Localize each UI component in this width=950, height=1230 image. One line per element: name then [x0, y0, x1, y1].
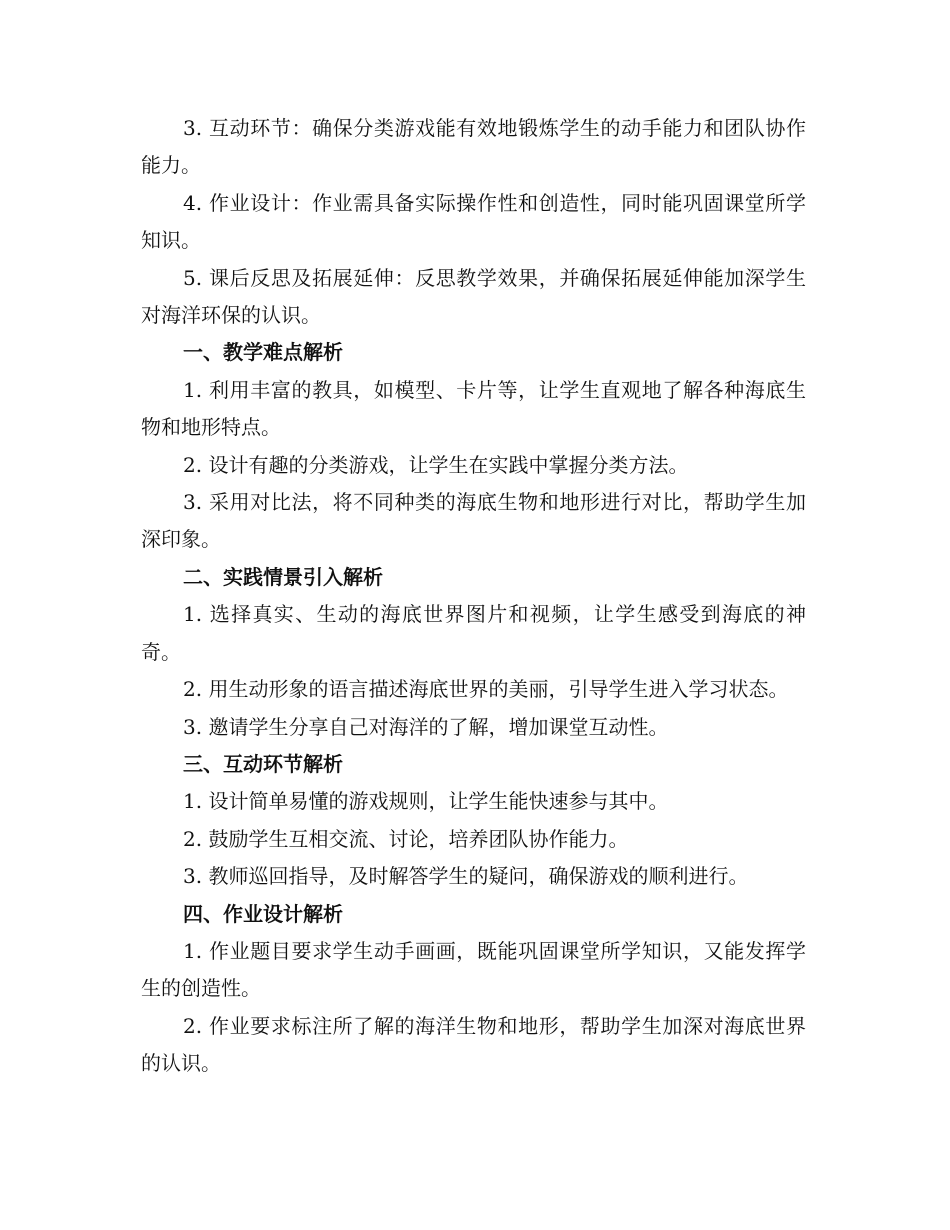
list-item: 1. 选择真实、生动的海底世界图片和视频，让学生感受到海底的神奇。: [141, 602, 806, 664]
list-item: 1. 作业题目要求学生动手画画，既能巩固课堂所学知识，又能发挥学生的创造性。: [141, 938, 806, 1001]
section-heading-interaction: 三、互动环节解析: [183, 751, 343, 776]
list-item: 3. 教师巡回指导，及时解答学生的疑问，确保游戏的顺利进行。: [183, 864, 749, 889]
list-item: 2. 鼓励学生互相交流、讨论，培养团队协作能力。: [183, 826, 629, 851]
intro-item-3: 3. 互动环节：确保分类游戏能有效地锻炼学生的动手能力和团队协作能力。: [141, 116, 806, 178]
list-item: 3. 邀请学生分享自己对海洋的了解，增加课堂互动性。: [183, 714, 669, 739]
list-item: 1. 设计简单易懂的游戏规则，让学生能快速参与其中。: [183, 789, 669, 814]
section-heading-teaching-difficulties: 一、教学难点解析: [183, 340, 343, 365]
list-item: 2. 设计有趣的分类游戏，让学生在实践中掌握分类方法。: [183, 452, 689, 477]
intro-item-4: 4. 作业设计：作业需具备实际操作性和创造性，同时能巩固课堂所学知识。: [141, 190, 806, 253]
list-item: 2. 用生动形象的语言描述海底世界的美丽，引导学生进入学习状态。: [183, 677, 789, 702]
list-item: 3. 采用对比法，将不同种类的海底生物和地形进行对比，帮助学生加深印象。: [141, 490, 806, 552]
document-page: [141, 110, 806, 1083]
list-item: 1. 利用丰富的教具，如模型、卡片等，让学生直观地了解各种海底生物和地形特点。: [141, 377, 806, 440]
section-heading-homework: 四、作业设计解析: [183, 901, 343, 926]
section-heading-scenario-intro: 二、实践情景引入解析: [183, 564, 383, 589]
intro-item-5: 5. 课后反思及拓展延伸：反思教学效果，并确保拓展延伸能加深学生对海洋环保的认识。: [141, 265, 806, 328]
list-item: 2. 作业要求标注所了解的海洋生物和地形，帮助学生加深对海底世界的认识。: [141, 1013, 806, 1076]
